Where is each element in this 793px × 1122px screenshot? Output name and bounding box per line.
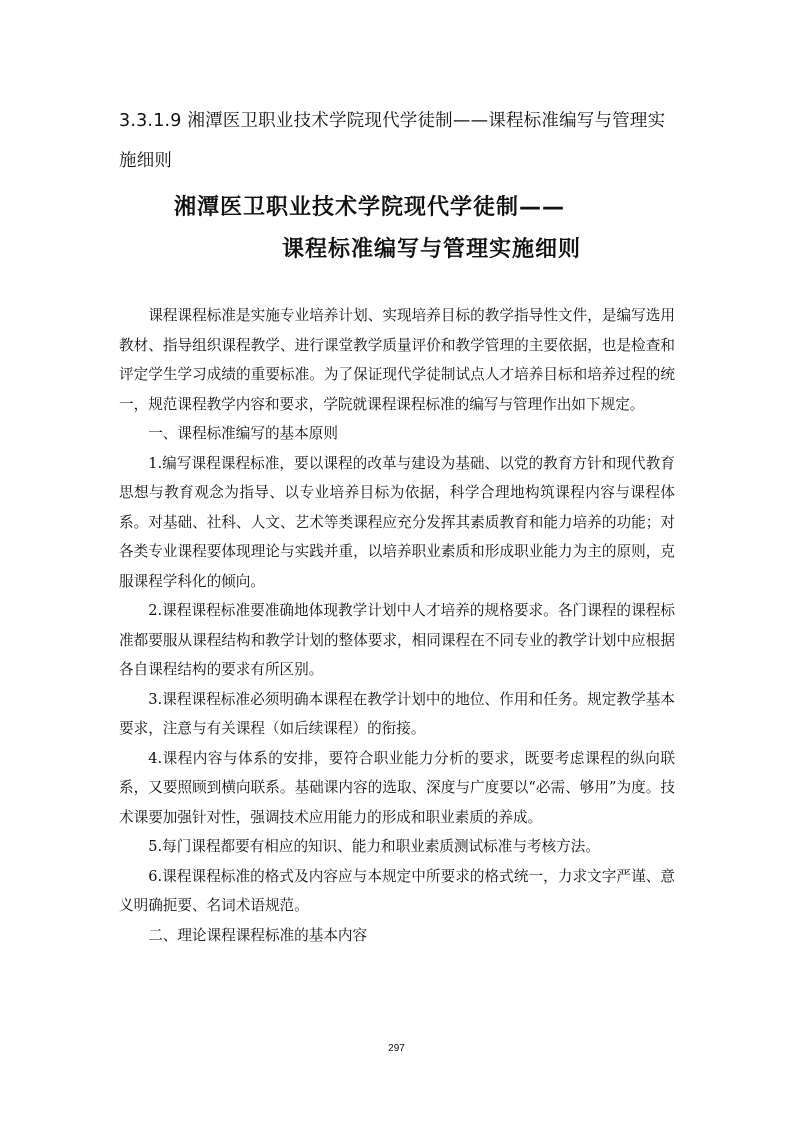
principle-item-4: 4.课程内容与体系的安排，要符合职业能力分析的要求，既要考虑课程的纵向联系，又要照顾到横向联系。基础课内容的选取、深度与广度要以“必需、够用”为度。技术课要加强针对性，强调技术应用能力的形成和职业素质的养成。 [119,749,675,826]
document-title-line-2: 课程标准编写与管理实施细则 [282,237,582,262]
section-heading: 3.3.1.9 湘潭医卫职业技术学院现代学徒制——课程标准编写与管理实施细则 [119,111,666,171]
subheading-basic-principles: 一、课程标准编写的基本原则 [148,425,338,442]
subheading-theory-course-content: 二、理论课程课程标准的基本内容 [148,926,368,944]
document-body [119,301,675,950]
document-title-line-1: 湘潭医卫职业技术学院现代学徒制—— [174,195,566,220]
principle-item-1: 1.编写课程课程标准，要以课程的改革与建设为基础、以党的教育方针和现代教育思想与教育观念为指导、以专业培养目标为依据，科学合理地构筑课程内容与课程体系。对基础、社科、人文、艺术等类课程应充分发挥其素质教育和能力培养的功能；对各类专业课程要体现理论与实践并重，以培养职业素质和形成职业能力为主的原则，克服课程学科化的倾向。 [119,454,675,590]
principle-item-3: 3.课程课程标准必须明确本课程在教学计划中的地位、作用和任务。规定教学基本要求，注意与有关课程（如后续课程）的衔接。 [119,690,675,737]
intro-paragraph: 课程课程标准是实施专业培养计划、实现培养目标的教学指导性文件，是编写选用教材、指导组织课程教学、进行课堂教学质量评价和教学管理的主要依据，也是检查和评定学生学习成绩的重要标准。为了保证现代学徒制试点人才培养目标和培养过程的统一，规范课程教学内容和要求，学院就课程课程标准的编写与管理作出如下规定。 [119,307,675,413]
principle-item-6: 6.课程课程标准的格式及内容应与本规定中所要求的格式统一，力求文字严谨、意义明确扼要、名词术语规范。 [119,867,675,914]
page-number: 297 [388,1043,405,1054]
principle-item-2: 2.课程课程标准要准确地体现教学计划中人才培养的规格要求。各门课程的课程标准都要服从课程结构和教学计划的整体要求，相同课程在不同专业的教学计划中应根据各自课程结构的要求有所区别。 [119,602,675,678]
principle-item-5: 5.每门课程都要有相应的知识、能力和职业素质测试标准与考核方法。 [148,838,600,855]
